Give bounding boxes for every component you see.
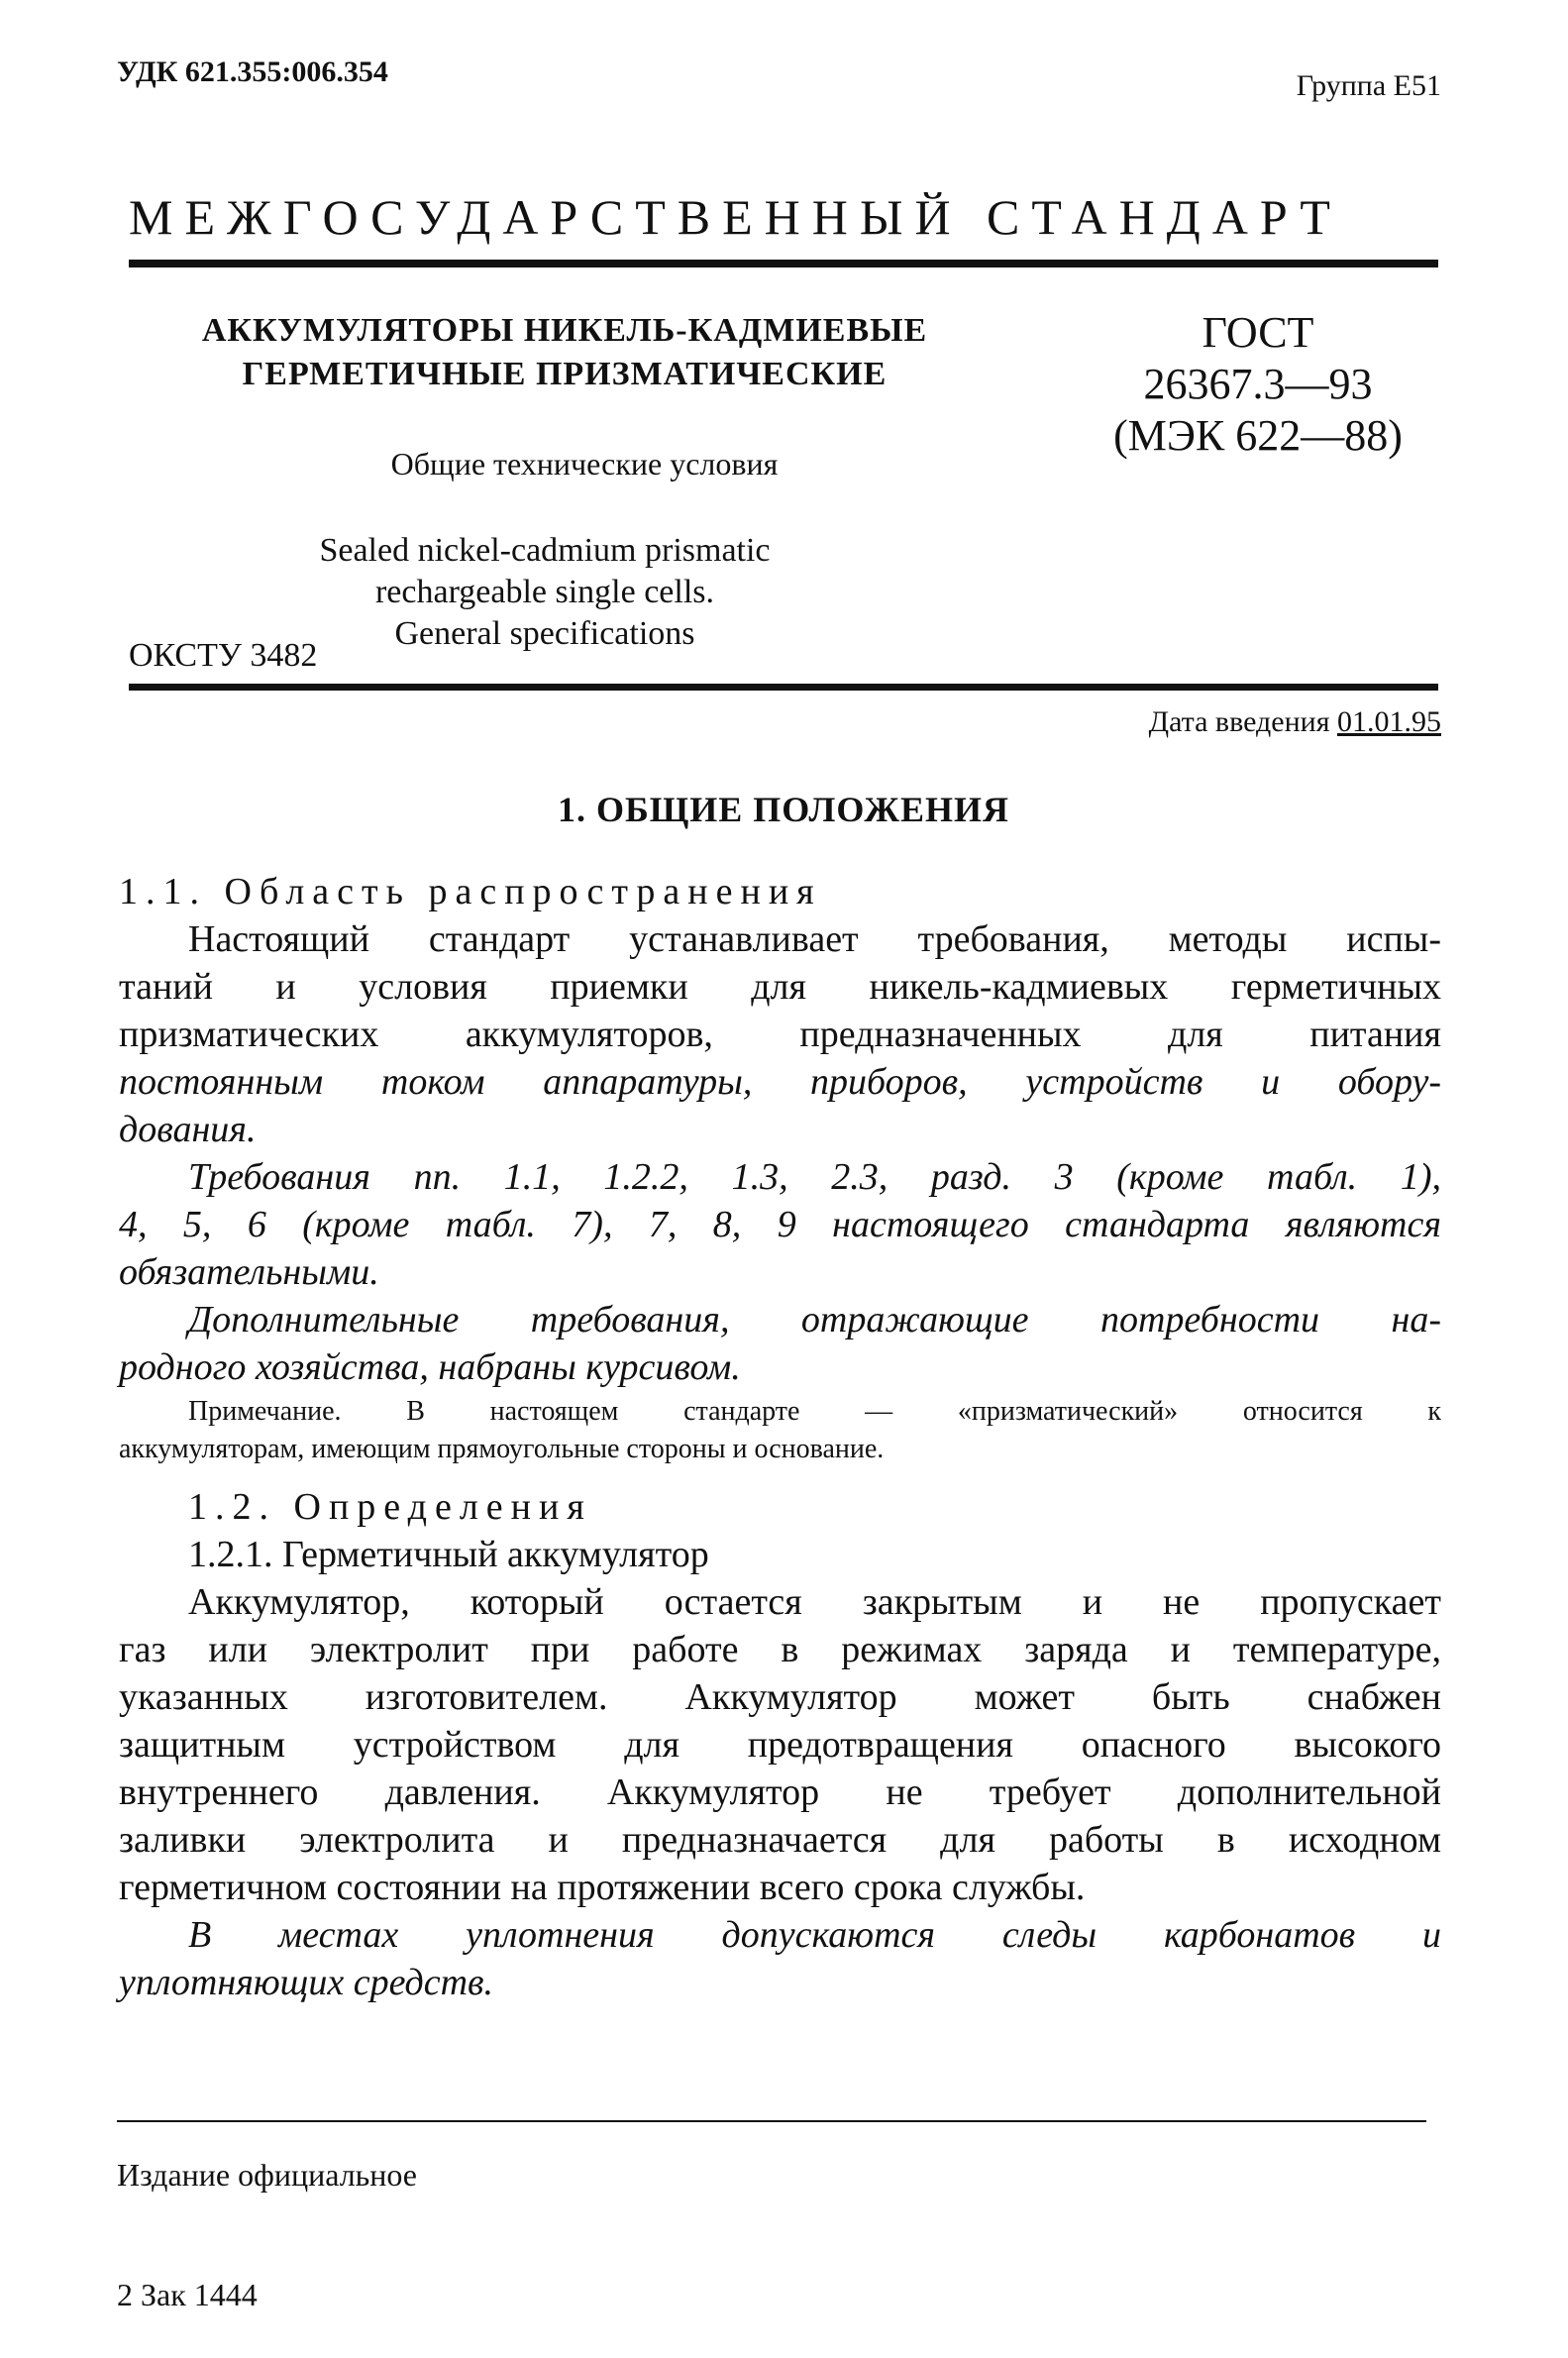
- footer-divider: [117, 2120, 1426, 2122]
- udk-code: УДК 621.355:006.354: [117, 55, 388, 88]
- note-line-2: аккумуляторам, имеющим прямоугольные стороны и основание.: [119, 1434, 885, 1464]
- russian-title: [149, 309, 981, 396]
- oksty-code: ОКСТУ 3482: [129, 637, 318, 674]
- date-value: 01.01.95: [1337, 705, 1441, 738]
- group-code: Группа Е51: [1296, 69, 1441, 102]
- carbonate-paragraph: [119, 1911, 1441, 2006]
- definition-paragraph-line-5: внутреннего давления. Аккумулятор не требует дополнительной: [119, 1771, 1441, 1813]
- definition-paragraph-line-7: герметичном состоянии на протяжении всего срока службы.: [119, 1867, 1086, 1908]
- english-title: [238, 530, 852, 655]
- mandatory-paragraph-line-2: 4, 5, 6 (кроме табл. 7), 7, 8, 9 настоящего стандарта являются: [119, 1204, 1441, 1245]
- definition-paragraph-line-1: Аккумулятор, который остается закрытым и не пропускает: [188, 1581, 1441, 1623]
- section-1-2: [119, 1483, 1441, 2006]
- mandatory-paragraph-line-3: обязательными.: [119, 1251, 379, 1293]
- english-title-line-3: General specifications: [394, 615, 695, 652]
- order-number: 2 Зак 1444: [117, 2277, 258, 2312]
- iec-number: (МЭК 622—88): [1113, 411, 1403, 460]
- document-title: МЕЖГОСУДАРСТВЕННЫЙ СТАНДАРТ: [129, 189, 1342, 245]
- english-title-line-2: rechargeable single cells.: [374, 574, 715, 610]
- date-label: Дата введения: [1148, 705, 1330, 738]
- gost-number: 26367.3—93: [1143, 360, 1373, 408]
- carbonate-paragraph-line-1: В местах уплотнения допускаются следы карбонатов и: [188, 1914, 1441, 1956]
- mandatory-paragraph-line-1: Требования пп. 1.1, 1.2.2, 1.3, 2.3, разд. 3 (кроме табл. 1),: [188, 1156, 1441, 1198]
- section-1-1: [119, 868, 1441, 1391]
- section-1-1-heading: 1.1. Область распространения: [119, 871, 822, 912]
- mandatory-paragraph: [119, 1153, 1441, 1296]
- definition-paragraph-line-4: защитным устройством для предотвращения опасного высокого: [119, 1724, 1441, 1766]
- note: [119, 1393, 1441, 1468]
- english-title-line-1: Sealed nickel-cadmium prismatic: [319, 532, 771, 569]
- scope-paragraph-line-4: постоянным током аппаратуры, приборов, устройств и обору-: [119, 1061, 1441, 1103]
- scope-paragraph-line-1: Настоящий стандарт устанавливает требования, методы испы-: [188, 918, 1441, 960]
- carbonate-paragraph-line-2: уплотняющих средств.: [119, 1962, 494, 2003]
- definition-paragraph-line-2: газ или электролит при работе в режимах заряда и температуре,: [119, 1629, 1441, 1670]
- gost-designation: [1070, 307, 1446, 462]
- official-edition-label: Издание официальное: [117, 2157, 417, 2193]
- introduction-date: [1149, 705, 1441, 739]
- russian-title-line-1: АККУМУЛЯТОРЫ НИКЕЛЬ-КАДМИЕВЫЕ: [201, 312, 928, 349]
- note-line-1: Примечание. В настоящем стандарте — «призматический» относится к: [188, 1396, 1441, 1427]
- scope-paragraph-line-3: призматических аккумуляторов, предназначенных для питания: [119, 1014, 1441, 1055]
- section-1-2-1-heading: 1.2.1. Герметичный аккумулятор: [188, 1534, 709, 1575]
- definition-paragraph-line-6: заливки электролита и предназначается для работы в исходном: [119, 1819, 1441, 1861]
- section-title: 1. ОБЩИЕ ПОЛОЖЕНИЯ: [557, 790, 1010, 829]
- header-divider: [129, 684, 1438, 691]
- italic-paragraph-line-1: Дополнительные требования, отражающие потребности на-: [188, 1299, 1441, 1340]
- scope-paragraph-line-5: дования.: [119, 1109, 257, 1150]
- document-subtitle: Общие технические условия: [390, 446, 779, 482]
- definition-paragraph: [119, 1578, 1441, 1911]
- italic-paragraph-line-2: родного хозяйства, набраны курсивом.: [119, 1346, 741, 1388]
- italic-paragraph: [119, 1296, 1441, 1391]
- definition-paragraph-line-3: указанных изготовителем. Аккумулятор может быть снабжен: [119, 1676, 1441, 1718]
- section-1-2-heading: 1.2. Определения: [188, 1486, 592, 1528]
- scope-paragraph: [119, 915, 1441, 1153]
- title-divider: [129, 260, 1438, 268]
- russian-title-line-2: ГЕРМЕТИЧНЫЕ ПРИЗМАТИЧЕСКИЕ: [242, 356, 888, 392]
- gost-label: ГОСТ: [1202, 308, 1314, 357]
- scope-paragraph-line-2: таний и условия приемки для никель-кадмиевых герметичных: [119, 966, 1441, 1008]
